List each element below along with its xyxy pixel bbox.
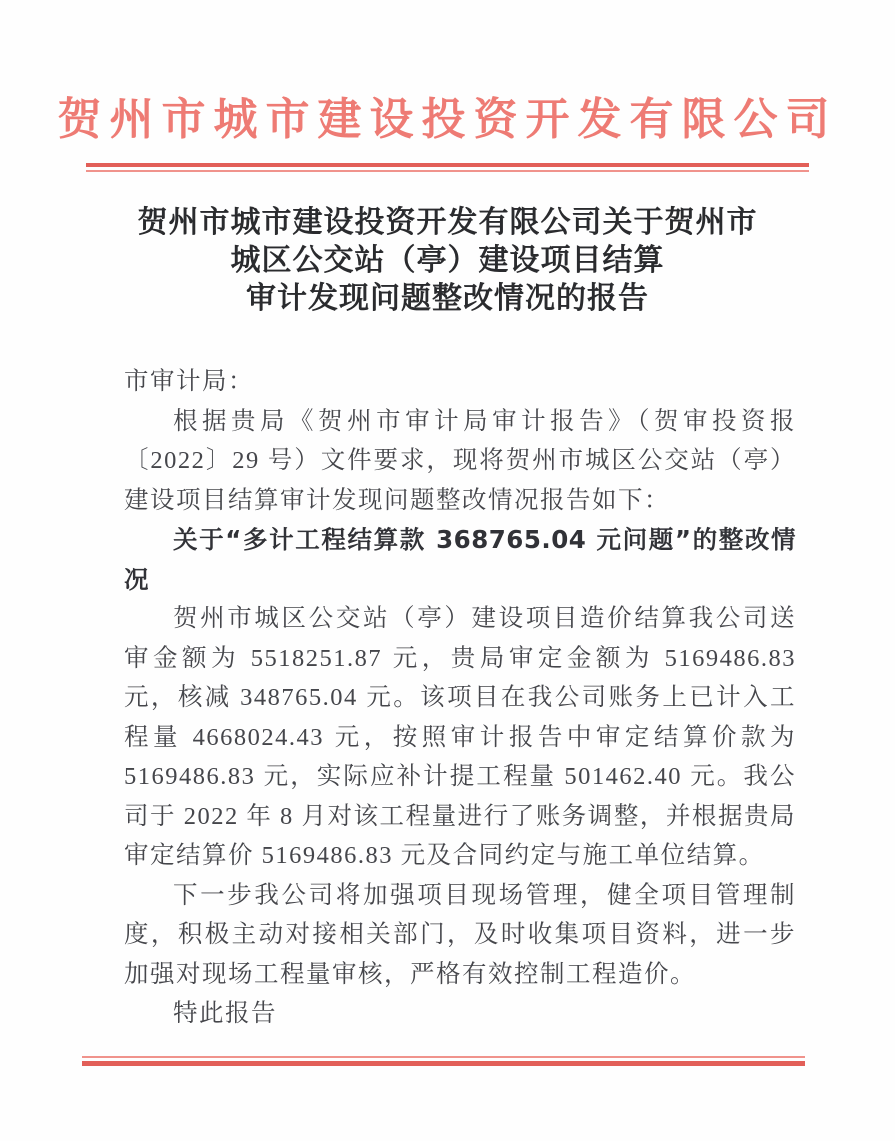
footer-divider-thick-line — [82, 1061, 805, 1066]
letterhead-divider-thin-line — [86, 170, 809, 172]
letterhead-divider — [86, 163, 809, 172]
footer-divider — [82, 1056, 805, 1066]
letterhead-company-name: 贺州市城市建设投资开发有限公司 — [57, 94, 838, 145]
paragraph-next-steps: 下一步我公司将加强项目现场管理，健全项目管理制度，积极主动对接相关部门，及时收集项目资料，进一步加强对现场工程量审核，严格有效控制工程造价。 — [124, 881, 796, 988]
paragraph-rectification-detail: 贺州市城区公交站（亭）建设项目造价结算我公司送审金额为 5518251.87 元，贵局审定金额为 5169486.83 元，核减 348765.04 元。该项目在我公司账务上已计入工程量 4668024.43 元，按照审计报告中审定结算价款为 5169486.83 元，实际应补计提工程量 501462.40 元。我公司于 2022 年 8 月对该工程量进行了账务调整，并根据贵局审定结算价 5169486.83 元及合同约定与施工单位结算。 — [124, 605, 796, 869]
red-letterhead — [0, 0, 895, 172]
closing-statement: 特此报告 — [173, 1000, 277, 1027]
section-heading: 关于“多计工程结算款 368765.04 元问题”的整改情况 — [124, 525, 796, 594]
paragraph-intro: 根据贵局《贺州市审计局审计报告》（贺审投资报〔2022〕29 号）文件要求，现将贺州市城区公交站（亭）建设项目结算审计发现问题整改情况报告如下： — [124, 407, 796, 514]
document-title-line-1: 贺州市城市建设投资开发有限公司关于贺州市 — [137, 205, 758, 240]
document-title-line-3: 审计发现问题整改情况的报告 — [246, 281, 649, 316]
salutation: 市审计局： — [124, 368, 254, 395]
document-title-line-2: 城区公交站（亭）建设项目结算 — [230, 243, 665, 278]
document-title — [0, 204, 895, 318]
document-body — [124, 362, 796, 1034]
